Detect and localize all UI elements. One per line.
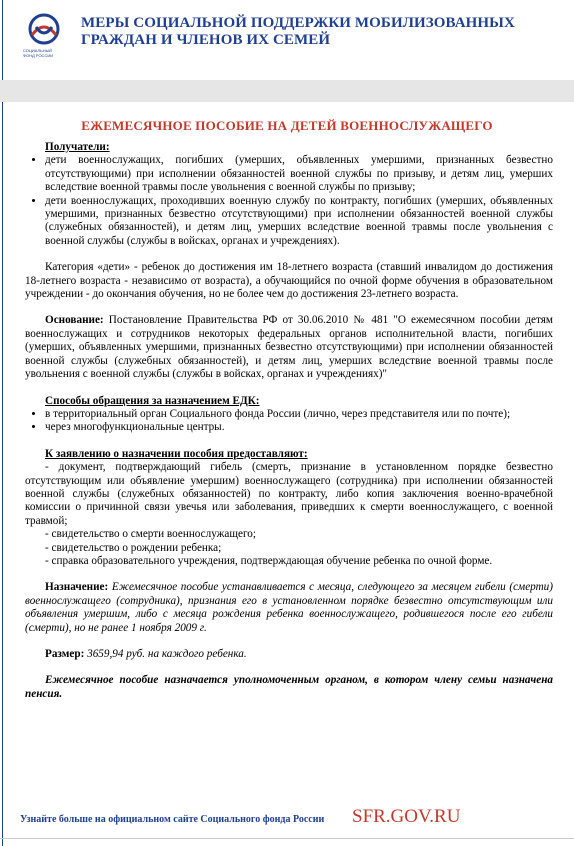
- docs-item: - справка образовательного учреждения, подтверждающая обучение ребенка по очной форме.: [45, 554, 493, 567]
- docs-item: - свидетельство о рождении ребенка;: [45, 541, 222, 554]
- ways-heading: Способы обращения за назначением ЕДК:: [45, 394, 260, 407]
- document-body: [25, 141, 553, 701]
- header-title-line-1: МЕРЫ СОЦИАЛЬНОЙ ПОДДЕРЖКИ МОБИЛИЗОВАННЫХ: [81, 15, 515, 31]
- recipient-item: • дети военнослужащих, проходивших военную службу по контракту, погибших (умерших, объявленных умершими, признанных безвестно отсутствующими) при исполнении обязанностей военной службы (служебных обязанностей), и детям лиц, умерших вследствие военной травмы после увольнения с военной службы (службы в войсках, органах и учреждениях).: [45, 195, 553, 249]
- docs-item: - свидетельство о смерти военнослужащего;: [45, 528, 256, 541]
- category-paragraph: Категория «дети» - ребенок до достижения им 18-летнего возраста (ставший инвалидом до достижения 18-летнего возраста - независимо от возраста), а обучающийся по очной форме обучения в образовательном учреждении - до окончания обучения, но не более чем до достижения 23-летнего возраста.: [25, 261, 553, 301]
- header: [0, 0, 574, 78]
- recipients-list: [25, 154, 553, 248]
- footer-site-link[interactable]: SFR.GOV.RU: [352, 806, 461, 827]
- recipients-heading: Получатели:: [45, 141, 110, 153]
- assign-text: Ежемесячное пособие устанавливается с месяца, следующего за месяцем гибели (смерти) военнослужащего (сотрудника), признания его в установленном порядке безвестно отсутствующим или объявления умершим, либо с месяца рождения ребенка военнослужащего, родившегося после его гибели (смерти), но не ранее 1 ноября 2009 г.: [25, 581, 553, 634]
- way-item: • в территориальный орган Социального фонда России (лично, через представителя или по почте);: [45, 408, 553, 421]
- bottom-divider: [0, 838, 574, 839]
- basis-text: Постановление Правительства РФ от 30.06.2010 № 481 "О ежемесячном пособии детям военнослужащих и сотрудников некоторых федеральных органов исполнительной власти, погибших (умерших, объявленных умершими, признанных безвестно отсутствующими) при исполнении обязанностей военной службы (служебных обязанностей), и детям лиц, умерших вследствие военной травмы после увольнения с военной службы (службы в войсках, органах и учреждениях)": [25, 314, 553, 381]
- logo-caption: СОЦИАЛЬНЫЙ ФОНД РОССИИ: [23, 48, 54, 58]
- assign-label: Назначение:: [45, 581, 109, 594]
- basis-paragraph: [25, 314, 553, 381]
- amount-text: 3659,94 руб. на каждого ребенка.: [84, 648, 247, 660]
- docs-heading: К заявлению о назначении пособия предоставляют:: [45, 447, 308, 460]
- assign-paragraph: [25, 581, 553, 635]
- header-title: [81, 15, 561, 49]
- amount-paragraph: [25, 648, 553, 661]
- way-item: • через многофункциональные центры.: [45, 421, 553, 434]
- final-paragraph: Ежемесячное пособие назначается уполномоченным органом, в котором члену семьи назначена пенсия.: [25, 674, 553, 700]
- recipient-item: • дети военнослужащих, погибших (умерших, объявленных умершими, признанных безвестно отсутствующими) при исполнении обязанностей военной службы по призыву, и детям лиц, умерших вследствие военной травмы после увольнения с военной службы по призыву;: [45, 154, 553, 194]
- footer-text: Узнайте больше на официальном сайте Социального фонда России: [20, 814, 325, 825]
- header-title-line-2: ГРАЖДАН И ЧЛЕНОВ ИХ СЕМЕЙ: [81, 32, 331, 48]
- basis-label: Основание:: [45, 314, 104, 327]
- amount-label: Размер:: [45, 648, 85, 660]
- header-band: [0, 80, 574, 102]
- document-title: ЕЖЕМЕСЯЧНОЕ ПОСОБИЕ НА ДЕТЕЙ ВОЕННОСЛУЖАЩЕГО: [81, 118, 493, 133]
- docs-item: - документ, подтверждающий гибель (смерть, признание в установленном порядке безвестно отсутствующим или объявление умершим) военнослужащего (сотрудника) при исполнении обязанностей военной службы (служебных обязанностей) по контракту, либо копия заключения военно-врачебной комиссии о причинной связи увечья или заболевания, приведших к смерти военнослужащего, с военной травмой;: [25, 461, 553, 527]
- ways-list: [25, 408, 553, 435]
